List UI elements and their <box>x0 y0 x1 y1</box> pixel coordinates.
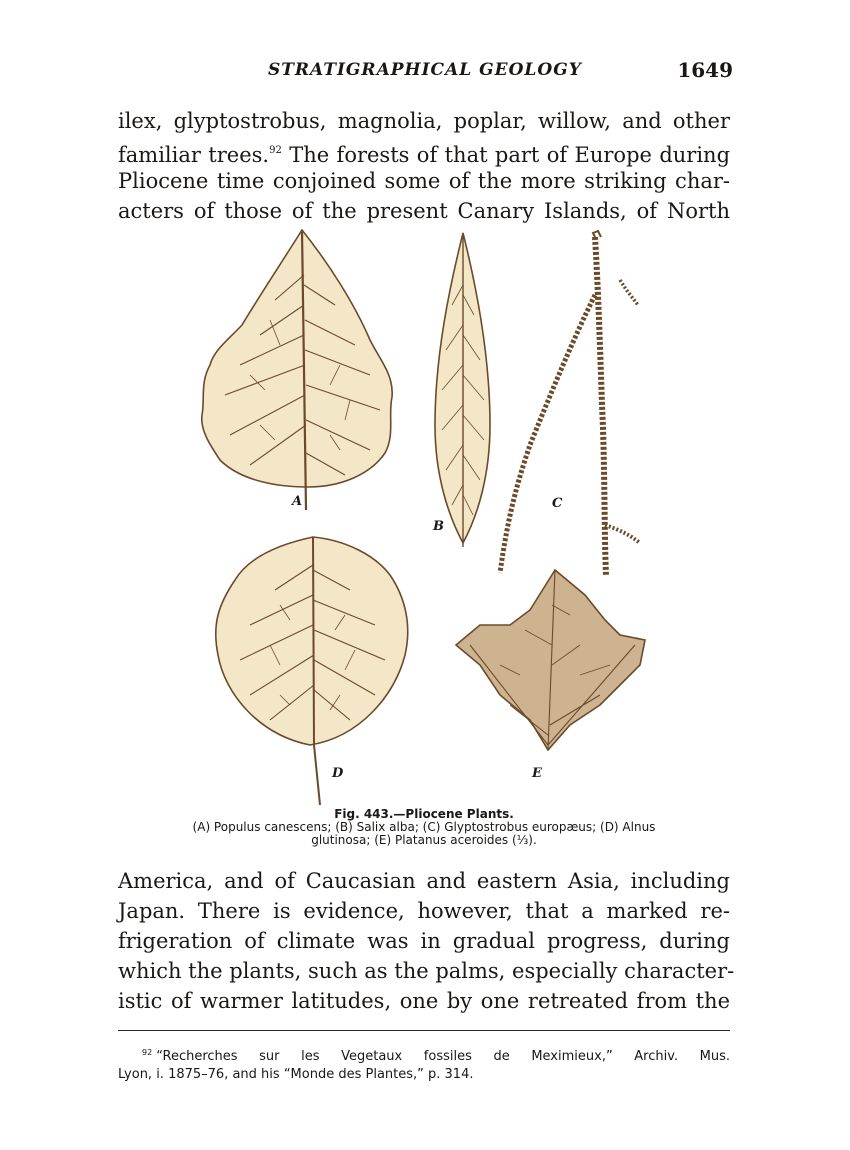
footnote-line: Lyon, i. 1875–76, and his “Monde des Plantes,” p. 314. <box>118 1067 474 1082</box>
figure-caption-title: Fig. 443.—Pliocene Plants. <box>334 807 514 821</box>
paragraph-top <box>118 106 730 226</box>
text-line: America, and of Caucasian and eastern Asia, including <box>118 869 730 893</box>
footnote-reference[interactable]: 92 <box>269 145 282 156</box>
page-number: 1649 <box>677 58 733 82</box>
figure-caption-line: glutinosa; (E) Platanus aceroides (⅓). <box>311 833 537 847</box>
figure-label-c: C <box>552 496 563 511</box>
figure-pliocene-plants <box>180 225 680 815</box>
footnote-text: “Recherches sur les Vegetaux fossiles de Meximieux,” Archiv. Mus. <box>156 1049 730 1064</box>
text-line: ilex, glyptostrobus, magnolia, poplar, willow, and other <box>118 109 730 133</box>
text-fragment: familiar trees. <box>118 143 270 167</box>
leaf-b-salix <box>435 233 490 547</box>
footnote-divider <box>118 1030 730 1031</box>
figure-label-e: E <box>532 766 542 781</box>
footnote <box>118 1044 730 1084</box>
running-head <box>118 60 733 88</box>
figure-illustration <box>180 225 680 815</box>
text-line: frigeration of climate was in gradual progress, during <box>118 929 730 953</box>
figure-caption <box>118 808 730 847</box>
text-line: which the plants, such as the palms, especially character- <box>118 959 735 983</box>
text-line: istic of warmer latitudes, one by one retreated from the <box>118 989 730 1013</box>
text-fragment: The forests of that part of Europe during <box>281 143 731 167</box>
leaf-c-glyptostrobus <box>500 231 640 575</box>
text-line: Japan. There is evidence, however, that a marked re- <box>118 899 730 923</box>
leaf-e-platanus <box>456 570 645 750</box>
text-line: acters of those of the present Canary Islands, of North <box>118 199 730 223</box>
figure-caption-line: (A) Populus canescens; (B) Salix alba; (C) Glyptostrobus europæus; (D) Alnus <box>192 820 656 834</box>
figure-label-b: B <box>433 519 444 534</box>
footnote-marker: 92 <box>142 1048 153 1057</box>
footnote-line <box>118 1044 730 1066</box>
running-title: STRATIGRAPHICAL GEOLOGY <box>268 60 582 80</box>
text-line: Pliocene time conjoined some of the more striking char- <box>118 169 730 193</box>
paragraph-bottom <box>118 866 735 1016</box>
leaf-a-populus <box>202 230 392 510</box>
figure-label-a: A <box>292 494 303 509</box>
text-line <box>118 136 730 166</box>
figure-label-d: D <box>332 766 344 781</box>
leaf-d-alnus <box>216 537 408 805</box>
